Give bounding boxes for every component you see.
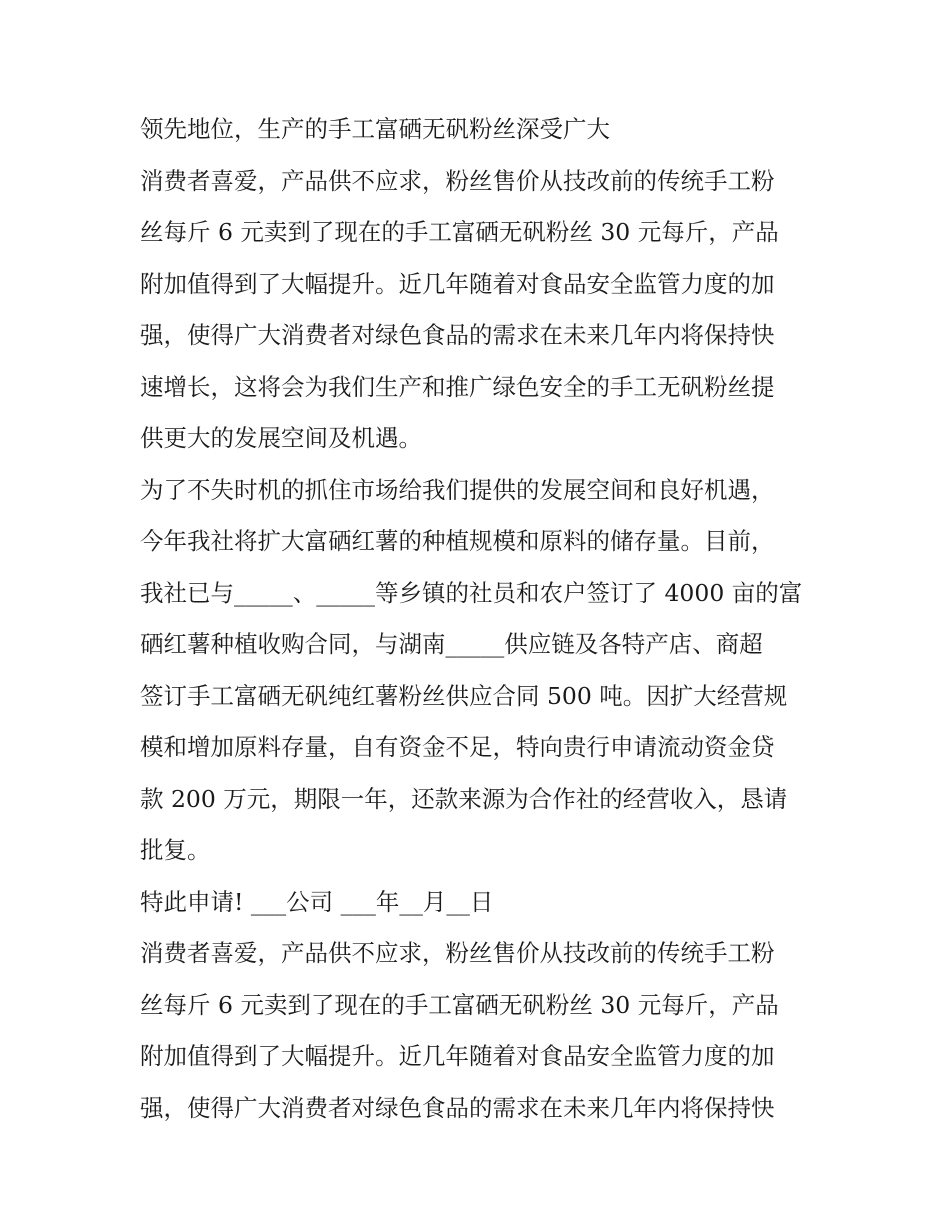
text-line: 款 200 万元，期限一年，还款来源为合作社的经营收入，恳请 <box>140 784 788 813</box>
text-line: 强，使得广大消费者对绿色食品的需求在未来几年内将保持快 <box>140 1093 775 1122</box>
text-line: 供更大的发展空间及机遇。 <box>140 424 422 452</box>
text-line: 签订手工富硒无矾纯红薯粉丝供应合同 500 吨。因扩大经营规 <box>140 681 788 710</box>
text-line: 附加值得到了大幅提升。近几年随着对食品安全监管力度的加 <box>140 269 775 298</box>
text-line: 今年我社将扩大富硒红薯的种植规模和原料的储存量。目前， <box>140 527 775 555</box>
text-line: 消费者喜爱，产品供不应求，粉丝售价从技改前的传统手工粉 <box>140 166 775 195</box>
document-body <box>140 104 820 1134</box>
text-line: 我社已与_____、_____等乡镇的社员和农户签订了 4000 亩的富 <box>140 578 803 607</box>
text-line: 消费者喜爱，产品供不应求，粉丝售价从技改前的传统手工粉 <box>140 939 775 967</box>
text-line: 强，使得广大消费者对绿色食品的需求在未来几年内将保持快 <box>140 321 775 349</box>
text-line: 附加值得到了大幅提升。近几年随着对食品安全监管力度的加 <box>140 1042 775 1070</box>
text-line: 为了不失时机的抓住市场给我们提供的发展空间和良好机遇， <box>140 475 775 504</box>
text-line: 批复。 <box>140 836 211 864</box>
text-line: 硒红薯种植收购合同，与湖南_____供应链及各特产店、商超 <box>140 630 763 658</box>
text-line: 领先地位，生产的手工富硒无矾粉丝深受广大 <box>140 115 610 143</box>
text-line: 丝每斤 6 元卖到了现在的手工富硒无矾粉丝 30 元每斤，产品 <box>140 990 779 1019</box>
text-line: 丝每斤 6 元卖到了现在的手工富硒无矾粉丝 30 元每斤，产品 <box>140 218 779 246</box>
signature-line: 特此申请! ___公司 ___年__月__日 <box>140 887 494 916</box>
text-line: 速增长，这将会为我们生产和推广绿色安全的手工无矾粉丝提 <box>140 372 775 401</box>
text-line: 模和增加原料存量，自有资金不足，特向贵行申请流动资金贷 <box>140 733 775 761</box>
